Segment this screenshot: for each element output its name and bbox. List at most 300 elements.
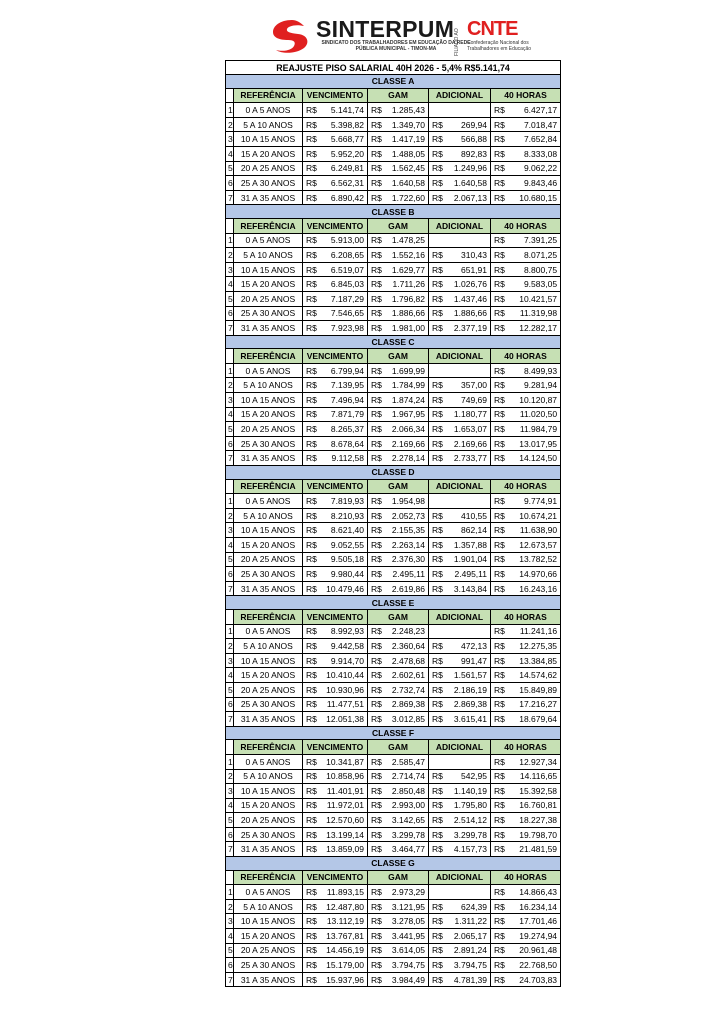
- column-header: 40 HORAS: [491, 870, 561, 885]
- adicional-cell: [429, 972, 491, 987]
- gam-cell: [368, 697, 429, 712]
- column-header: 40 HORAS: [491, 88, 561, 103]
- currency-symbol: R$: [371, 104, 382, 115]
- row-index: 5: [226, 943, 234, 958]
- currency-symbol: R$: [306, 699, 317, 710]
- amount-value: 3.299,78: [391, 829, 425, 840]
- currency-symbol: R$: [306, 308, 317, 319]
- amount-value: 10.479,46: [326, 583, 364, 594]
- amount-value: 3.984,49: [391, 974, 425, 985]
- amount-value: 2.263,14: [391, 539, 425, 550]
- table-row: [226, 914, 561, 929]
- referencia-cell: 31 A 35 ANOS: [234, 712, 303, 727]
- adicional-cell: [429, 132, 491, 147]
- adicional-cell: [429, 784, 491, 799]
- 40-horas-cell: [491, 581, 561, 596]
- amount-value: 1.488,05: [391, 148, 425, 159]
- table-row: [226, 567, 561, 582]
- amount-value: 11.241,16: [519, 626, 558, 637]
- currency-symbol: R$: [432, 279, 443, 290]
- currency-symbol: R$: [371, 119, 382, 130]
- 40-horas-cell: [491, 146, 561, 161]
- vencimento-cell: [303, 769, 368, 784]
- amount-value: 10.930,96: [326, 684, 364, 695]
- amount-value: 18.679,64: [519, 713, 558, 724]
- 40-horas-cell: [491, 929, 561, 944]
- amount-value: 9.281,94: [523, 380, 558, 391]
- amount-value: 749,69: [461, 394, 487, 405]
- row-index: 5: [226, 422, 234, 437]
- column-header: ADICIONAL: [429, 740, 491, 755]
- gam-cell: [368, 885, 429, 900]
- currency-symbol: R$: [371, 670, 382, 681]
- amount-value: 1.722,60: [391, 192, 425, 203]
- adicional-cell: [429, 291, 491, 306]
- amount-value: 20.961,48: [519, 945, 558, 956]
- amount-value: 8.621,40: [330, 525, 364, 536]
- amount-value: 2.973,29: [391, 887, 425, 898]
- table-row: [226, 538, 561, 553]
- referencia-cell: 10 A 15 ANOS: [234, 784, 303, 799]
- currency-symbol: R$: [432, 249, 443, 260]
- row-index: 2: [226, 639, 234, 654]
- table-row: [226, 697, 561, 712]
- currency-symbol: R$: [494, 800, 505, 811]
- currency-symbol: R$: [371, 684, 382, 695]
- currency-symbol: R$: [371, 626, 382, 637]
- amount-value: 2.850,48: [391, 785, 425, 796]
- amount-value: 9.914,70: [330, 655, 364, 666]
- adicional-cell: [429, 306, 491, 321]
- currency-symbol: R$: [371, 930, 382, 941]
- amount-value: 1.562,45: [391, 163, 425, 174]
- referencia-cell: 0 A 5 ANOS: [234, 885, 303, 900]
- column-header: 40 HORAS: [491, 479, 561, 494]
- currency-symbol: R$: [371, 901, 382, 912]
- vencimento-cell: [303, 581, 368, 596]
- referencia-cell: 25 A 30 ANOS: [234, 436, 303, 451]
- adicional-cell: [429, 407, 491, 422]
- vencimento-cell: [303, 538, 368, 553]
- referencia-cell: 5 A 10 ANOS: [234, 769, 303, 784]
- amount-value: 1.954,98: [391, 496, 425, 507]
- row-index: 5: [226, 161, 234, 176]
- currency-symbol: R$: [371, 293, 382, 304]
- referencia-cell: 10 A 15 ANOS: [234, 914, 303, 929]
- currency-symbol: R$: [306, 249, 317, 260]
- class-header-row: [226, 75, 561, 89]
- amount-value: 9.062,22: [523, 163, 558, 174]
- amount-value: 3.121,95: [391, 901, 425, 912]
- gam-cell: [368, 117, 429, 132]
- amount-value: 10.421,57: [519, 293, 558, 304]
- currency-symbol: R$: [494, 148, 505, 159]
- amount-value: 1.417,19: [391, 134, 425, 145]
- amount-value: 2.733,77: [453, 453, 487, 464]
- index-header: [226, 740, 234, 755]
- amount-value: 3.464,77: [391, 844, 425, 855]
- currency-symbol: R$: [432, 119, 443, 130]
- currency-symbol: R$: [371, 322, 382, 333]
- amount-value: 10.674,21: [519, 510, 558, 521]
- 40-horas-cell: [491, 668, 561, 683]
- currency-symbol: R$: [306, 785, 317, 796]
- table-row: [226, 653, 561, 668]
- currency-symbol: R$: [371, 264, 382, 275]
- gam-cell: [368, 914, 429, 929]
- amount-value: 3.441,95: [391, 930, 425, 941]
- table-row: [226, 132, 561, 147]
- column-header: REFERÊNCIA: [234, 870, 303, 885]
- amount-value: 1.140,19: [453, 785, 487, 796]
- table-row: [226, 552, 561, 567]
- referencia-cell: 0 A 5 ANOS: [234, 233, 303, 248]
- currency-symbol: R$: [306, 800, 317, 811]
- 40-horas-cell: [491, 784, 561, 799]
- 40-horas-cell: [491, 393, 561, 408]
- currency-symbol: R$: [432, 916, 443, 927]
- amount-value: 1.249,96: [453, 163, 487, 174]
- 40-horas-cell: [491, 827, 561, 842]
- 40-horas-cell: [491, 436, 561, 451]
- amount-value: 6.427,17: [523, 104, 558, 115]
- column-header: VENCIMENTO: [303, 740, 368, 755]
- referencia-cell: 10 A 15 ANOS: [234, 393, 303, 408]
- currency-symbol: R$: [494, 119, 505, 130]
- column-header: ADICIONAL: [429, 609, 491, 624]
- salary-table: [225, 60, 561, 987]
- currency-symbol: R$: [494, 713, 505, 724]
- column-header-row: [226, 218, 561, 233]
- adicional-cell: [429, 262, 491, 277]
- currency-symbol: R$: [306, 771, 317, 782]
- table-row: [226, 712, 561, 727]
- table-row: [226, 958, 561, 973]
- vencimento-cell: [303, 146, 368, 161]
- index-header: [226, 218, 234, 233]
- table-row: [226, 682, 561, 697]
- table-row: [226, 321, 561, 336]
- adicional-cell: [429, 117, 491, 132]
- amount-value: 1.357,88: [453, 539, 487, 550]
- gam-cell: [368, 422, 429, 437]
- adicional-cell: [429, 248, 491, 263]
- amount-value: 7.018,47: [523, 119, 558, 130]
- amount-value: 2.619,86: [391, 583, 425, 594]
- vencimento-cell: [303, 523, 368, 538]
- gam-cell: [368, 624, 429, 639]
- amount-value: 542,95: [461, 771, 487, 782]
- amount-value: 13.017,95: [519, 438, 558, 449]
- row-index: 3: [226, 653, 234, 668]
- adicional-cell: [429, 827, 491, 842]
- referencia-cell: 31 A 35 ANOS: [234, 842, 303, 857]
- amount-value: 410,55: [461, 510, 487, 521]
- vencimento-cell: [303, 712, 368, 727]
- row-index: 4: [226, 146, 234, 161]
- referencia-cell: 25 A 30 ANOS: [234, 306, 303, 321]
- gam-cell: [368, 827, 429, 842]
- currency-symbol: R$: [432, 771, 443, 782]
- 40-horas-cell: [491, 291, 561, 306]
- currency-symbol: R$: [494, 163, 505, 174]
- referencia-cell: 20 A 25 ANOS: [234, 291, 303, 306]
- table-row: [226, 827, 561, 842]
- currency-symbol: R$: [432, 409, 443, 420]
- referencia-cell: 20 A 25 ANOS: [234, 943, 303, 958]
- adicional-cell: [429, 581, 491, 596]
- adicional-cell: [429, 567, 491, 582]
- brand-name: SINTERPUM: [316, 16, 455, 42]
- table-row: [226, 262, 561, 277]
- column-header: GAM: [368, 349, 429, 364]
- row-index: 6: [226, 697, 234, 712]
- amount-value: 2.278,14: [391, 453, 425, 464]
- currency-symbol: R$: [371, 177, 382, 188]
- 40-horas-cell: [491, 567, 561, 582]
- amount-value: 4.157,73: [453, 844, 487, 855]
- row-index: 7: [226, 451, 234, 466]
- vencimento-cell: [303, 624, 368, 639]
- amount-value: 10.410,44: [326, 670, 364, 681]
- amount-value: 1.640,58: [453, 177, 487, 188]
- currency-symbol: R$: [494, 249, 505, 260]
- amount-value: 2.585,47: [391, 756, 425, 767]
- adicional-cell: [429, 508, 491, 523]
- column-header: ADICIONAL: [429, 88, 491, 103]
- amount-value: 2.155,35: [391, 525, 425, 536]
- table-row: [226, 233, 561, 248]
- gam-cell: [368, 176, 429, 191]
- currency-symbol: R$: [494, 525, 505, 536]
- class-header-row: [226, 205, 561, 219]
- currency-symbol: R$: [494, 104, 505, 115]
- class-name: CLASSE E: [226, 596, 561, 610]
- vencimento-cell: [303, 784, 368, 799]
- salary-table-container: [225, 60, 560, 987]
- referencia-cell: 31 A 35 ANOS: [234, 190, 303, 205]
- gam-cell: [368, 538, 429, 553]
- amount-value: 862,14: [461, 525, 487, 536]
- row-index: 2: [226, 769, 234, 784]
- gam-cell: [368, 682, 429, 697]
- gam-cell: [368, 581, 429, 596]
- amount-value: 7.391,25: [523, 235, 558, 246]
- row-index: 3: [226, 393, 234, 408]
- amount-value: 12.570,60: [326, 815, 364, 826]
- amount-value: 2.869,38: [453, 699, 487, 710]
- currency-symbol: R$: [371, 148, 382, 159]
- amount-value: 13.782,52: [519, 554, 558, 565]
- amount-value: 8.499,93: [523, 365, 558, 376]
- vencimento-cell: [303, 494, 368, 509]
- amount-value: 14.866,43: [519, 887, 558, 898]
- row-index: 6: [226, 827, 234, 842]
- currency-symbol: R$: [432, 945, 443, 956]
- table-row: [226, 176, 561, 191]
- referencia-cell: 5 A 10 ANOS: [234, 248, 303, 263]
- currency-symbol: R$: [432, 148, 443, 159]
- column-header: ADICIONAL: [429, 218, 491, 233]
- currency-symbol: R$: [371, 510, 382, 521]
- referencia-cell: 25 A 30 ANOS: [234, 697, 303, 712]
- currency-symbol: R$: [494, 177, 505, 188]
- row-index: 4: [226, 929, 234, 944]
- class-header-row: [226, 726, 561, 740]
- table-row: [226, 798, 561, 813]
- index-header: [226, 88, 234, 103]
- currency-symbol: R$: [494, 539, 505, 550]
- currency-symbol: R$: [432, 655, 443, 666]
- class-name: CLASSE A: [226, 75, 561, 89]
- referencia-cell: 10 A 15 ANOS: [234, 262, 303, 277]
- currency-symbol: R$: [494, 308, 505, 319]
- amount-value: 7.652,84: [523, 134, 558, 145]
- currency-symbol: R$: [494, 930, 505, 941]
- amount-value: 19.274,94: [519, 930, 558, 941]
- amount-value: 651,91: [461, 264, 487, 275]
- gam-cell: [368, 190, 429, 205]
- currency-symbol: R$: [432, 670, 443, 681]
- 40-horas-cell: [491, 103, 561, 118]
- row-index: 4: [226, 538, 234, 553]
- currency-symbol: R$: [371, 699, 382, 710]
- adicional-cell: [429, 146, 491, 161]
- amount-value: 6.799,94: [330, 365, 364, 376]
- currency-symbol: R$: [306, 960, 317, 971]
- amount-value: 12.927,34: [519, 756, 558, 767]
- currency-symbol: R$: [306, 264, 317, 275]
- amount-value: 472,13: [461, 640, 487, 651]
- gam-cell: [368, 798, 429, 813]
- currency-symbol: R$: [371, 525, 382, 536]
- row-index: 7: [226, 321, 234, 336]
- amount-value: 11.893,15: [326, 887, 364, 898]
- currency-symbol: R$: [432, 568, 443, 579]
- amount-value: 11.984,79: [519, 424, 558, 435]
- currency-symbol: R$: [371, 655, 382, 666]
- currency-symbol: R$: [494, 655, 505, 666]
- class-header-row: [226, 466, 561, 480]
- amount-value: 2.186,19: [453, 684, 487, 695]
- vencimento-cell: [303, 567, 368, 582]
- table-row: [226, 885, 561, 900]
- amount-value: 2.514,12: [453, 815, 487, 826]
- amount-value: 2.169,66: [453, 438, 487, 449]
- row-index: 4: [226, 668, 234, 683]
- amount-value: 22.768,50: [519, 960, 558, 971]
- referencia-cell: 5 A 10 ANOS: [234, 117, 303, 132]
- column-header-row: [226, 479, 561, 494]
- amount-value: 8.265,37: [330, 424, 364, 435]
- amount-value: 14.456,19: [326, 945, 364, 956]
- gam-cell: [368, 306, 429, 321]
- vencimento-cell: [303, 697, 368, 712]
- 40-horas-cell: [491, 885, 561, 900]
- vencimento-cell: [303, 943, 368, 958]
- column-header: VENCIMENTO: [303, 479, 368, 494]
- currency-symbol: R$: [432, 163, 443, 174]
- gam-cell: [368, 899, 429, 914]
- amount-value: 10.341,87: [326, 756, 364, 767]
- table-row: [226, 248, 561, 263]
- index-header: [226, 349, 234, 364]
- amount-value: 11.972,01: [326, 800, 364, 811]
- referencia-cell: 10 A 15 ANOS: [234, 653, 303, 668]
- table-row: [226, 581, 561, 596]
- row-index: 6: [226, 176, 234, 191]
- 40-horas-cell: [491, 943, 561, 958]
- referencia-cell: 15 A 20 ANOS: [234, 929, 303, 944]
- amount-value: 1.784,99: [391, 380, 425, 391]
- 40-horas-cell: [491, 813, 561, 828]
- table-row: [226, 451, 561, 466]
- row-index: 7: [226, 842, 234, 857]
- amount-value: 10.680,15: [519, 192, 558, 203]
- table-row: [226, 306, 561, 321]
- currency-symbol: R$: [371, 438, 382, 449]
- currency-symbol: R$: [371, 945, 382, 956]
- currency-symbol: R$: [306, 670, 317, 681]
- gam-cell: [368, 653, 429, 668]
- currency-symbol: R$: [432, 394, 443, 405]
- currency-symbol: R$: [306, 192, 317, 203]
- currency-symbol: R$: [371, 887, 382, 898]
- amount-value: 1.874,24: [391, 394, 425, 405]
- currency-symbol: R$: [306, 525, 317, 536]
- currency-symbol: R$: [306, 148, 317, 159]
- adicional-cell: [429, 712, 491, 727]
- table-row: [226, 117, 561, 132]
- currency-symbol: R$: [306, 322, 317, 333]
- vencimento-cell: [303, 754, 368, 769]
- amount-value: 2.065,17: [453, 930, 487, 941]
- currency-symbol: R$: [494, 916, 505, 927]
- currency-symbol: R$: [432, 308, 443, 319]
- amount-value: 1.437,46: [453, 293, 487, 304]
- row-index: 7: [226, 190, 234, 205]
- table-title-row: [226, 61, 561, 75]
- currency-symbol: R$: [371, 640, 382, 651]
- currency-symbol: R$: [371, 756, 382, 767]
- amount-value: 1.711,26: [392, 279, 425, 290]
- row-index: 4: [226, 277, 234, 292]
- vencimento-cell: [303, 972, 368, 987]
- amount-value: 8.800,75: [523, 264, 558, 275]
- column-header: REFERÊNCIA: [234, 479, 303, 494]
- amount-value: 10.858,96: [326, 771, 364, 782]
- gam-cell: [368, 668, 429, 683]
- 40-horas-cell: [491, 190, 561, 205]
- currency-symbol: R$: [306, 104, 317, 115]
- currency-symbol: R$: [306, 380, 317, 391]
- currency-symbol: R$: [306, 424, 317, 435]
- adicional-cell: [429, 494, 491, 509]
- amount-value: 2.248,23: [391, 626, 425, 637]
- table-row: [226, 363, 561, 378]
- table-row: [226, 277, 561, 292]
- currency-symbol: R$: [306, 626, 317, 637]
- gam-cell: [368, 103, 429, 118]
- gam-cell: [368, 508, 429, 523]
- row-index: 3: [226, 914, 234, 929]
- column-header: ADICIONAL: [429, 870, 491, 885]
- gam-cell: [368, 277, 429, 292]
- amount-value: 3.142,65: [391, 815, 425, 826]
- row-index: 2: [226, 117, 234, 132]
- 40-horas-cell: [491, 972, 561, 987]
- adicional-cell: [429, 668, 491, 683]
